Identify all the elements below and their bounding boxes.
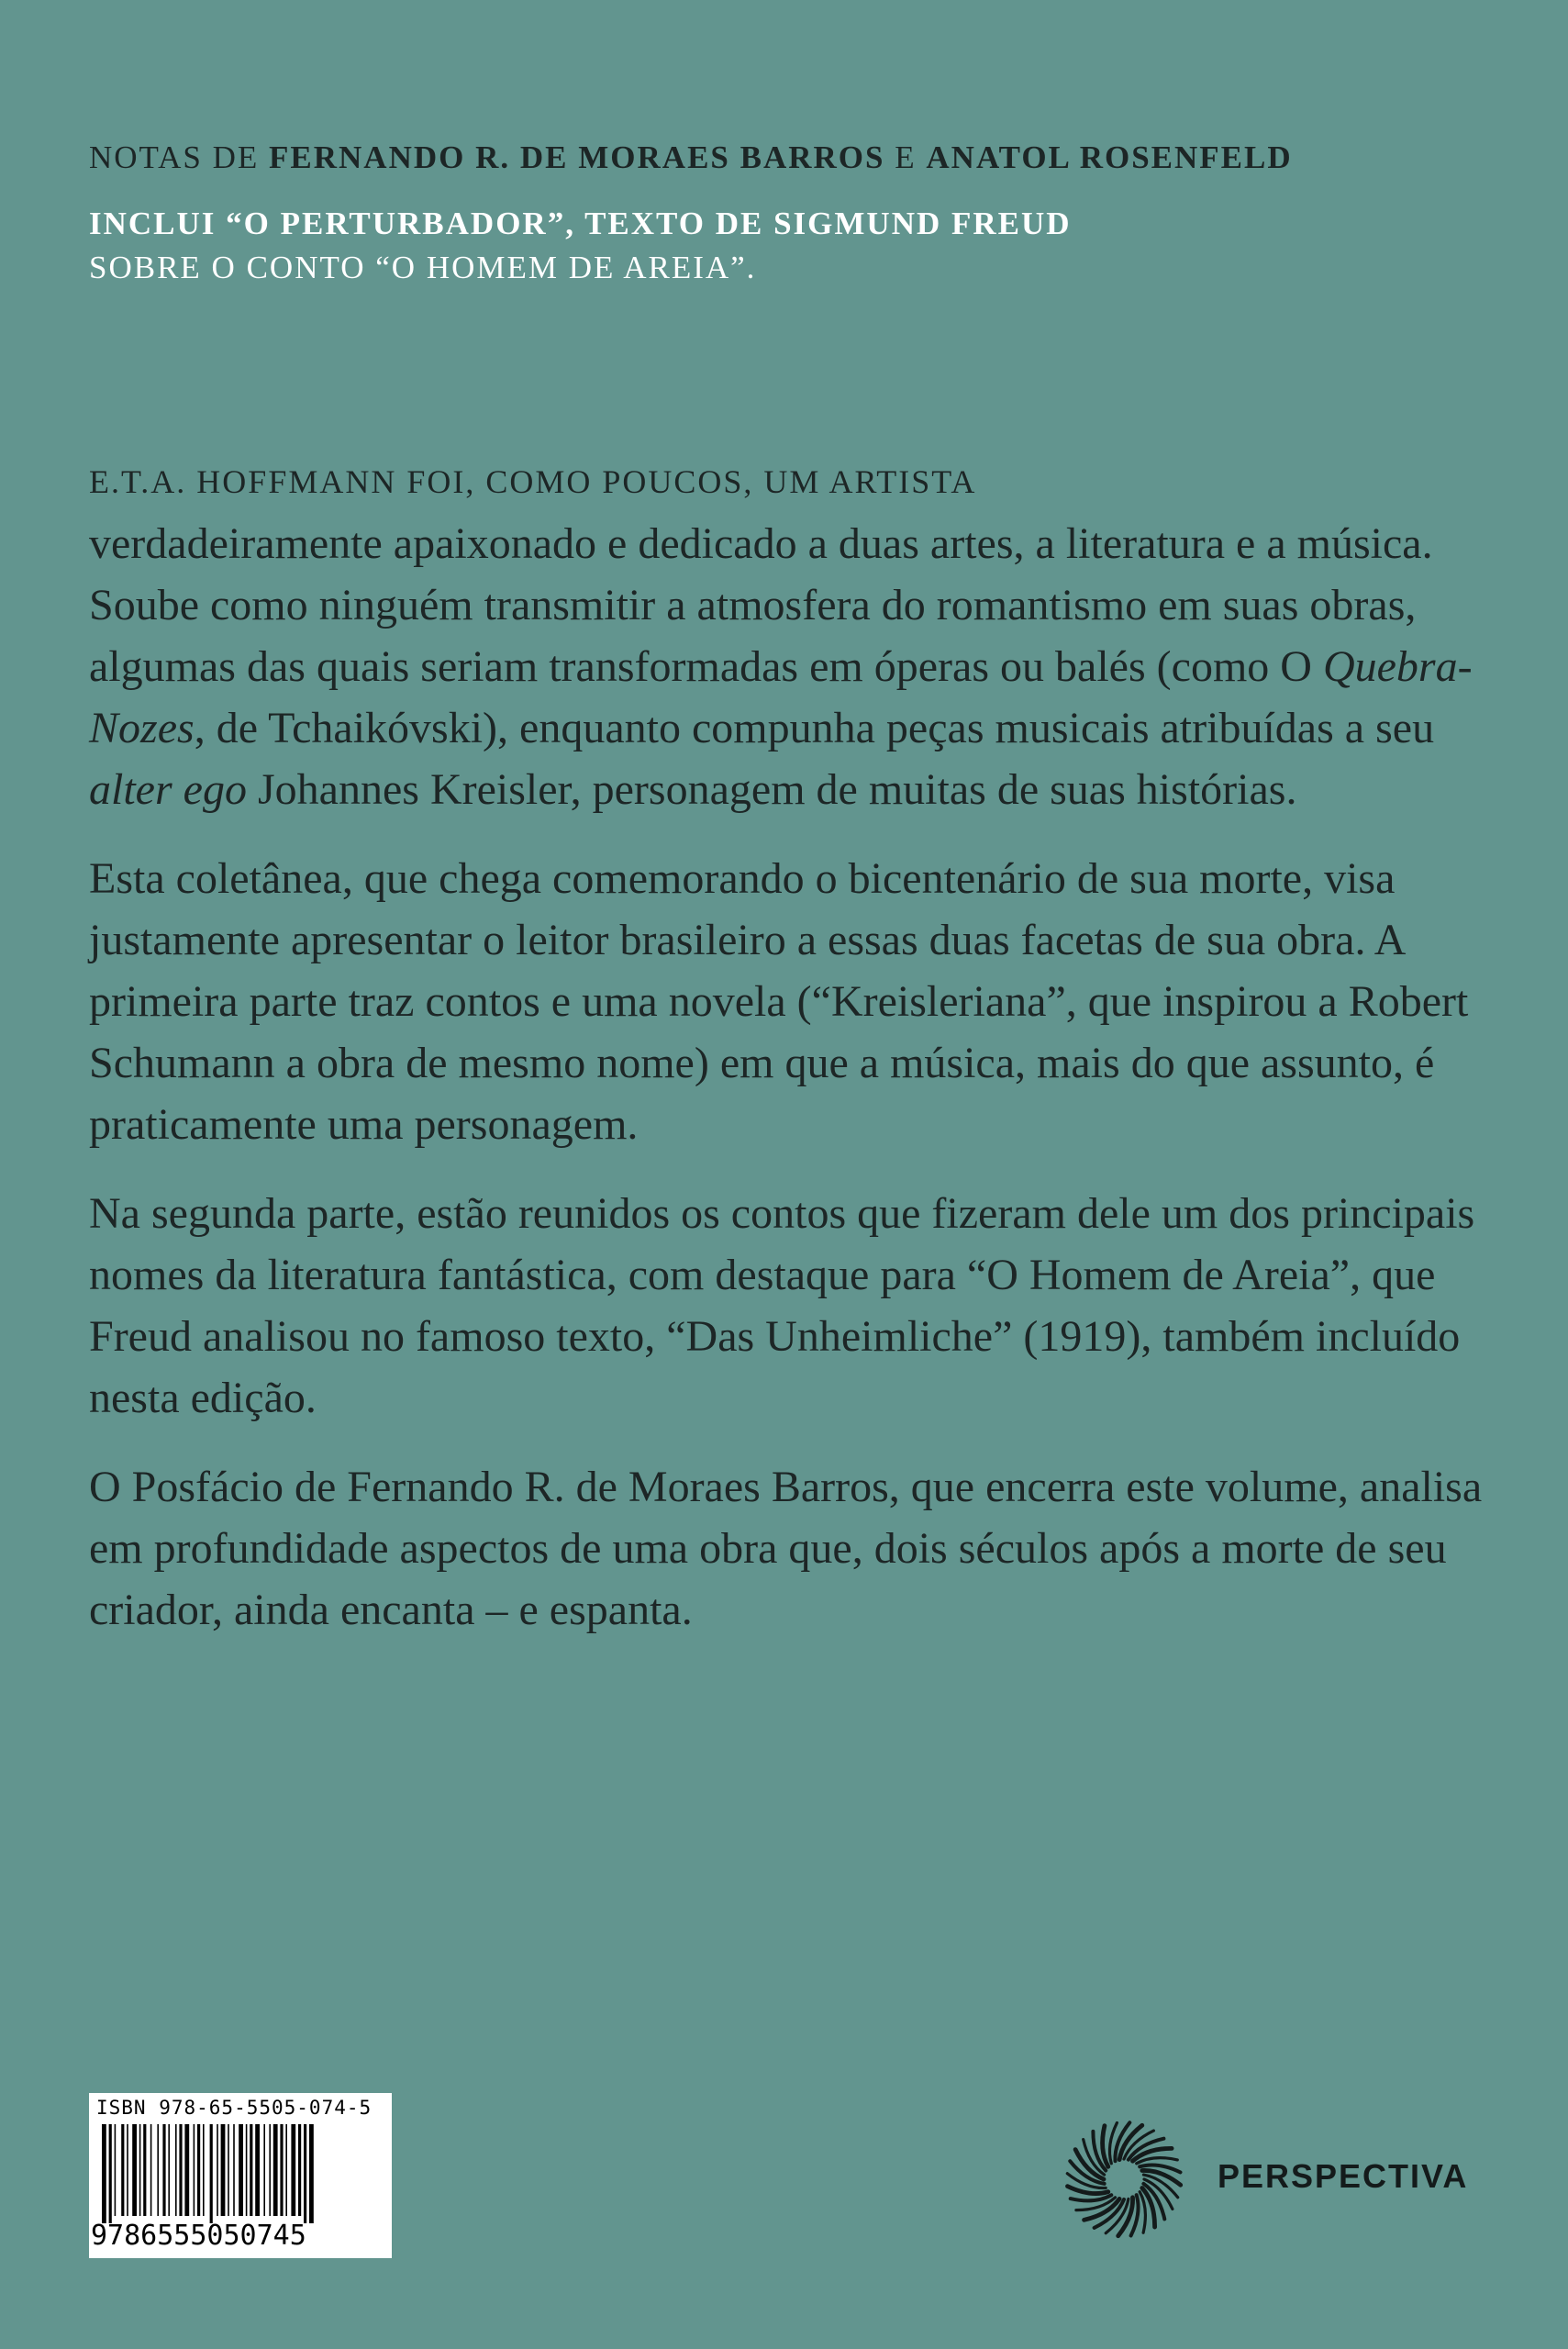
blurb-p1-text-a: verdadeiramente apaixonado e dedicado a duas artes, a literatura e a música. Soube como ninguém transmitir a atmosfera do romantismo em suas obras, algumas das quais seriam transformadas em óperas ou balés (como O — [89, 519, 1433, 691]
notes-credit — [89, 136, 1465, 180]
publisher-name: PERSPECTIVA — [1218, 2157, 1469, 2195]
isbn-label: ISBN 978-65-5505-074-5 — [96, 2097, 373, 2119]
barcode-bar — [121, 2124, 124, 2216]
barcode-bar — [246, 2124, 248, 2216]
barcode-bar — [285, 2124, 287, 2216]
barcode-bar — [162, 2124, 165, 2216]
barcode-bar — [233, 2124, 235, 2216]
barcode-bar — [255, 2124, 260, 2216]
barcode-bar — [269, 2124, 271, 2216]
barcode-bar — [102, 2124, 106, 2223]
barcode-bar — [304, 2124, 306, 2223]
notes-author-2: ANATOL ROSENFELD — [926, 139, 1293, 175]
barcode-bar — [221, 2124, 226, 2216]
barcode-bar — [280, 2124, 283, 2216]
barcode-bar — [143, 2124, 146, 2216]
barcode-bar — [157, 2124, 159, 2216]
barcode-bar — [250, 2124, 252, 2216]
notes-prefix: NOTAS DE — [89, 139, 260, 175]
blurb-lead-in: E.T.A. HOFFMANN FOI, COMO POUCOS, UM ARTISTA — [89, 463, 977, 500]
notes-author-1: FERNANDO R. DE MORAES BARROS — [269, 139, 885, 175]
barcode-bar — [239, 2124, 243, 2216]
blurb-p1-text-b: , de Tchaikóvski), enquanto compunha peças musicais atribuídas a seu — [194, 704, 1435, 752]
barcode-bar — [127, 2124, 128, 2216]
barcode-bars — [102, 2124, 377, 2223]
blurb-paragraph-2: Esta coletânea, que chega comemorando o bicentenário de sua morte, visa justamente apresentar o leitor brasileiro a essas duas facetas de sua obra. A primeira parte traz contos e uma novela (“Kreisleriana”, que inspirou a Robert Schumann a obra de mesmo nome) em que a música, mais do que assunto, é praticamente uma personagem. — [89, 854, 1469, 1149]
publisher-logo — [1051, 2115, 1469, 2243]
barcode-bar — [150, 2124, 152, 2216]
includes-rest-line: SOBRE O CONTO “O HOMEM DE AREIA”. — [89, 250, 757, 285]
blurb-p1-italic-title: Quebra-Nozes — [89, 642, 1473, 752]
blurb-paragraph-3: Na segunda parte, estão reunidos os contos que fizeram dele um dos principais nomes da literatura fantástica, com destaque para “O Homem de Areia”, que Freud analisou no famoso texto, “Das Unheimliche” (1919), também incluído nesta edição. — [89, 1189, 1475, 1422]
barcode-bar — [197, 2124, 200, 2216]
notes-conjunction: E — [895, 139, 917, 175]
sunburst-ray — [1137, 2158, 1178, 2164]
barcode-bar — [194, 2124, 195, 2216]
sunburst-ray — [1071, 2195, 1112, 2200]
isbn-barcode — [89, 2093, 392, 2258]
barcode-bar — [175, 2124, 177, 2216]
barcode-bar — [228, 2124, 229, 2216]
barcode-bar — [168, 2124, 170, 2216]
sunburst-ray — [1103, 2126, 1108, 2167]
barcode-digits: 9786555050745 — [91, 2220, 306, 2252]
includes-bold-line: INCLUI “O PERTURBADOR”, TEXTO DE SIGMUND FREUD — [89, 206, 1072, 241]
barcode-bar — [203, 2124, 205, 2216]
barcode-bar — [291, 2124, 295, 2216]
barcode-bar — [217, 2124, 218, 2216]
barcode-bar — [139, 2124, 141, 2216]
barcode-bar — [273, 2124, 278, 2216]
blurb-p1-italic-term: alter ego — [89, 765, 247, 814]
barcode-bar — [184, 2124, 189, 2216]
blurb-paragraph-1 — [89, 448, 1502, 820]
includes-note — [89, 202, 1465, 290]
barcode-bar — [179, 2124, 182, 2216]
sunburst-logo-icon — [1051, 2115, 1197, 2243]
barcode-bar — [263, 2124, 265, 2216]
barcode-bar — [298, 2124, 301, 2216]
blurb-body — [89, 448, 1502, 1668]
barcode-bar — [132, 2124, 137, 2216]
barcode-bar — [210, 2124, 213, 2223]
barcode-bar — [109, 2124, 112, 2223]
barcode-bar — [115, 2124, 117, 2216]
barcode-bar — [309, 2124, 314, 2223]
sunburst-ray — [1140, 2192, 1145, 2233]
blurb-p1-text-c: Johannes Kreisler, personagem de muitas de suas histórias. — [246, 765, 1297, 814]
blurb-paragraph-4: O Posfácio de Fernando R. de Moraes Barros, que encerra este volume, analisa em profundidade aspectos de uma obra que, dois séculos após a morte de seu criador, ainda encanta – e espanta. — [89, 1463, 1483, 1634]
